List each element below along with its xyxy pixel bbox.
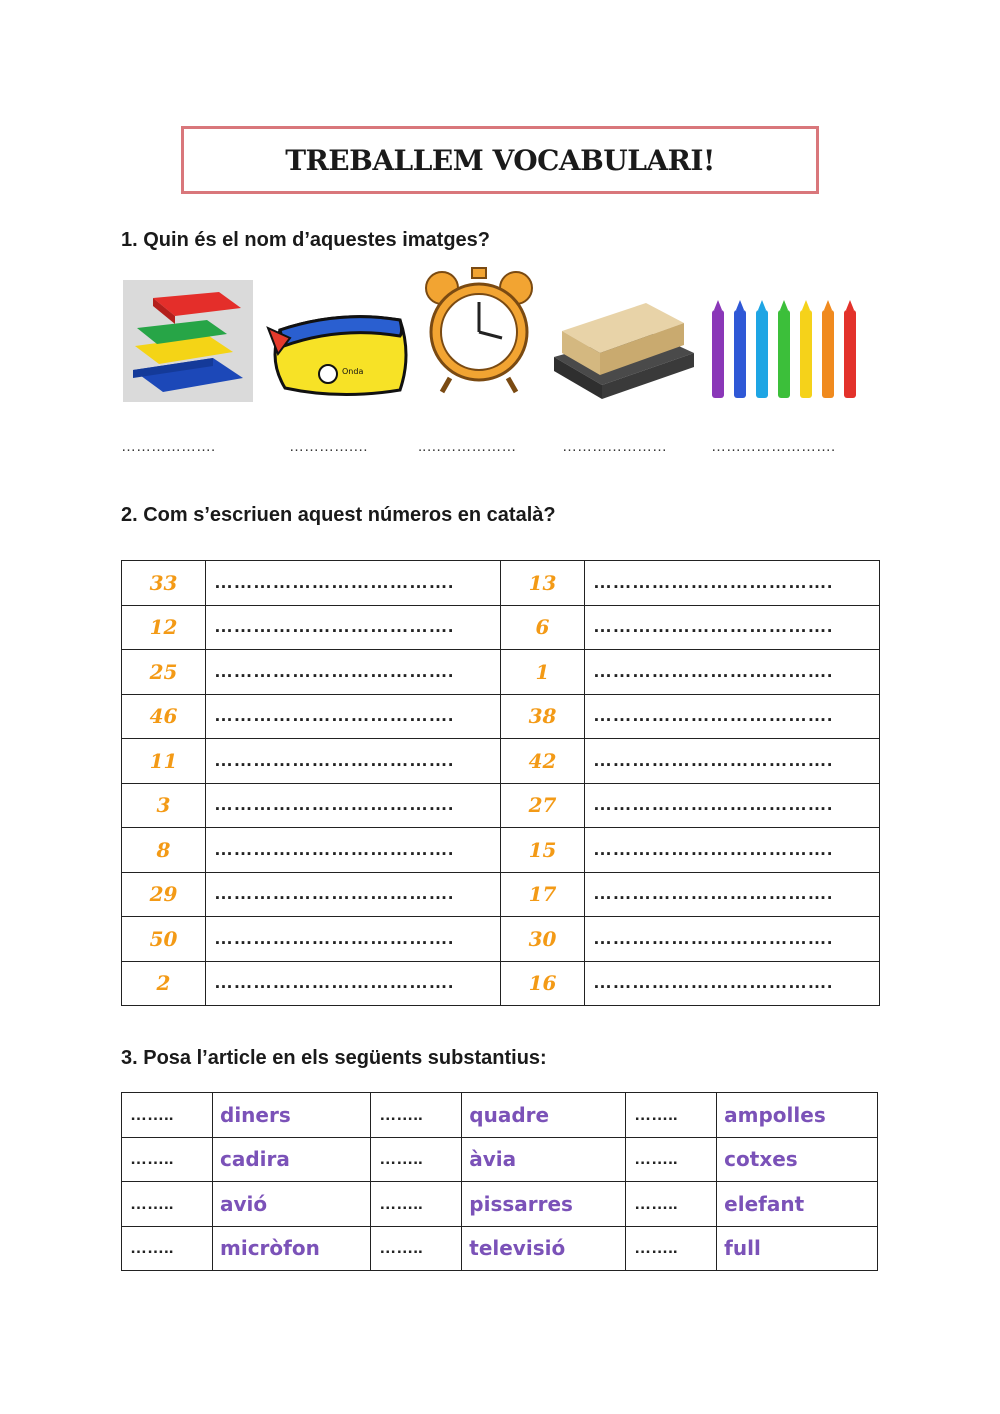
article-blank[interactable]: ……..: [626, 1093, 717, 1138]
alarm-clock-icon: [420, 262, 538, 400]
number-cell: 3: [122, 783, 206, 828]
article-blank[interactable]: ……..: [371, 1182, 462, 1227]
title-box: [181, 126, 819, 194]
answer-blank[interactable]: ……………………………….: [206, 650, 501, 695]
question-1: 1. Quin és el nom d’aquestes imatges?: [121, 229, 490, 251]
answer-blank[interactable]: ……………………………….: [206, 961, 501, 1006]
table-row: [122, 872, 880, 917]
question-3: 3. Posa l’article en els següents substantius:: [121, 1047, 547, 1069]
noun-cell: full: [717, 1226, 878, 1271]
answer-blank[interactable]: ……………………………….: [585, 650, 880, 695]
article-blank[interactable]: ……..: [122, 1226, 213, 1271]
noun-cell: elefant: [717, 1182, 878, 1227]
noun-cell: micròfon: [213, 1226, 371, 1271]
table-row: [122, 1093, 878, 1138]
noun-cell: avió: [213, 1182, 371, 1227]
answer-blank[interactable]: ……………………………….: [585, 694, 880, 739]
blank-3[interactable]: ..………………: [418, 438, 517, 455]
number-cell: 8: [122, 828, 206, 873]
table-row: [122, 961, 880, 1006]
blank-5[interactable]: …………………….: [711, 438, 836, 455]
markers-icon: [708, 298, 864, 402]
number-cell: 25: [122, 650, 206, 695]
article-blank[interactable]: ……..: [122, 1182, 213, 1227]
table-row: [122, 1226, 878, 1271]
number-cell: 46: [122, 694, 206, 739]
article-blank[interactable]: ……..: [626, 1182, 717, 1227]
numbers-table: [121, 560, 880, 1006]
number-cell: 29: [122, 872, 206, 917]
number-cell: 11: [122, 739, 206, 784]
answer-blank[interactable]: ……………………………….: [585, 828, 880, 873]
answer-blank[interactable]: ……………………………….: [206, 917, 501, 962]
number-cell: 2: [122, 961, 206, 1006]
number-cell: 50: [122, 917, 206, 962]
answer-blank[interactable]: ……………………………….: [585, 561, 880, 606]
article-blank[interactable]: ……..: [371, 1226, 462, 1271]
number-cell: 30: [501, 917, 585, 962]
page-title: TREBALLEM VOCABULARI!: [285, 143, 715, 177]
blank-1[interactable]: ……………….: [121, 438, 216, 455]
number-cell: 6: [501, 605, 585, 650]
number-cell: 1: [501, 650, 585, 695]
table-row: [122, 917, 880, 962]
article-blank[interactable]: ……..: [122, 1093, 213, 1138]
svg-text:Onda: Onda: [342, 367, 364, 376]
answer-blank[interactable]: ……………………………….: [585, 872, 880, 917]
table-row: [122, 605, 880, 650]
table-row: [122, 1137, 878, 1182]
answer-blank[interactable]: ……………………………….: [206, 605, 501, 650]
blank-2[interactable]: ………….…: [289, 438, 369, 455]
table-row: [122, 783, 880, 828]
answer-blank[interactable]: ……………………………….: [206, 739, 501, 784]
noun-cell: cotxes: [717, 1137, 878, 1182]
trays-icon: [123, 280, 253, 402]
noun-cell: àvia: [462, 1137, 626, 1182]
article-blank[interactable]: ……..: [371, 1093, 462, 1138]
article-blank[interactable]: ……..: [626, 1226, 717, 1271]
answer-blank[interactable]: ……………………………….: [206, 828, 501, 873]
noun-cell: cadira: [213, 1137, 371, 1182]
articles-table: [121, 1092, 878, 1271]
number-cell: 33: [122, 561, 206, 606]
pencil-case-icon: [260, 300, 412, 400]
question-2: 2. Com s’escriuen aquest números en català?: [121, 504, 556, 526]
answer-blank[interactable]: ……………………………….: [206, 872, 501, 917]
answer-blank[interactable]: ……………………………….: [585, 783, 880, 828]
blank-4[interactable]: …………………: [562, 438, 667, 455]
noun-cell: pissarres: [462, 1182, 626, 1227]
noun-cell: televisió: [462, 1226, 626, 1271]
answer-blank[interactable]: ……………………………….: [585, 605, 880, 650]
number-cell: 15: [501, 828, 585, 873]
table-row: [122, 1182, 878, 1227]
table-row: [122, 739, 880, 784]
article-blank[interactable]: ……..: [122, 1137, 213, 1182]
number-cell: 12: [122, 605, 206, 650]
number-cell: 16: [501, 961, 585, 1006]
noun-cell: diners: [213, 1093, 371, 1138]
article-blank[interactable]: ……..: [626, 1137, 717, 1182]
table-row: [122, 561, 880, 606]
number-cell: 17: [501, 872, 585, 917]
table-row: [122, 650, 880, 695]
number-cell: 27: [501, 783, 585, 828]
table-row: [122, 694, 880, 739]
answer-blank[interactable]: ……………………………….: [585, 917, 880, 962]
answer-blank[interactable]: ……………………………….: [206, 694, 501, 739]
number-cell: 42: [501, 739, 585, 784]
number-cell: 13: [501, 561, 585, 606]
article-blank[interactable]: ……..: [371, 1137, 462, 1182]
number-cell: 38: [501, 694, 585, 739]
answer-blank[interactable]: ……………………………….: [206, 561, 501, 606]
answer-blank[interactable]: ……………………………….: [585, 739, 880, 784]
noun-cell: quadre: [462, 1093, 626, 1138]
noun-cell: ampolles: [717, 1093, 878, 1138]
answer-blank[interactable]: ……………………………….: [585, 961, 880, 1006]
table-row: [122, 828, 880, 873]
eraser-icon: [548, 295, 696, 403]
answer-blank[interactable]: ……………………………….: [206, 783, 501, 828]
